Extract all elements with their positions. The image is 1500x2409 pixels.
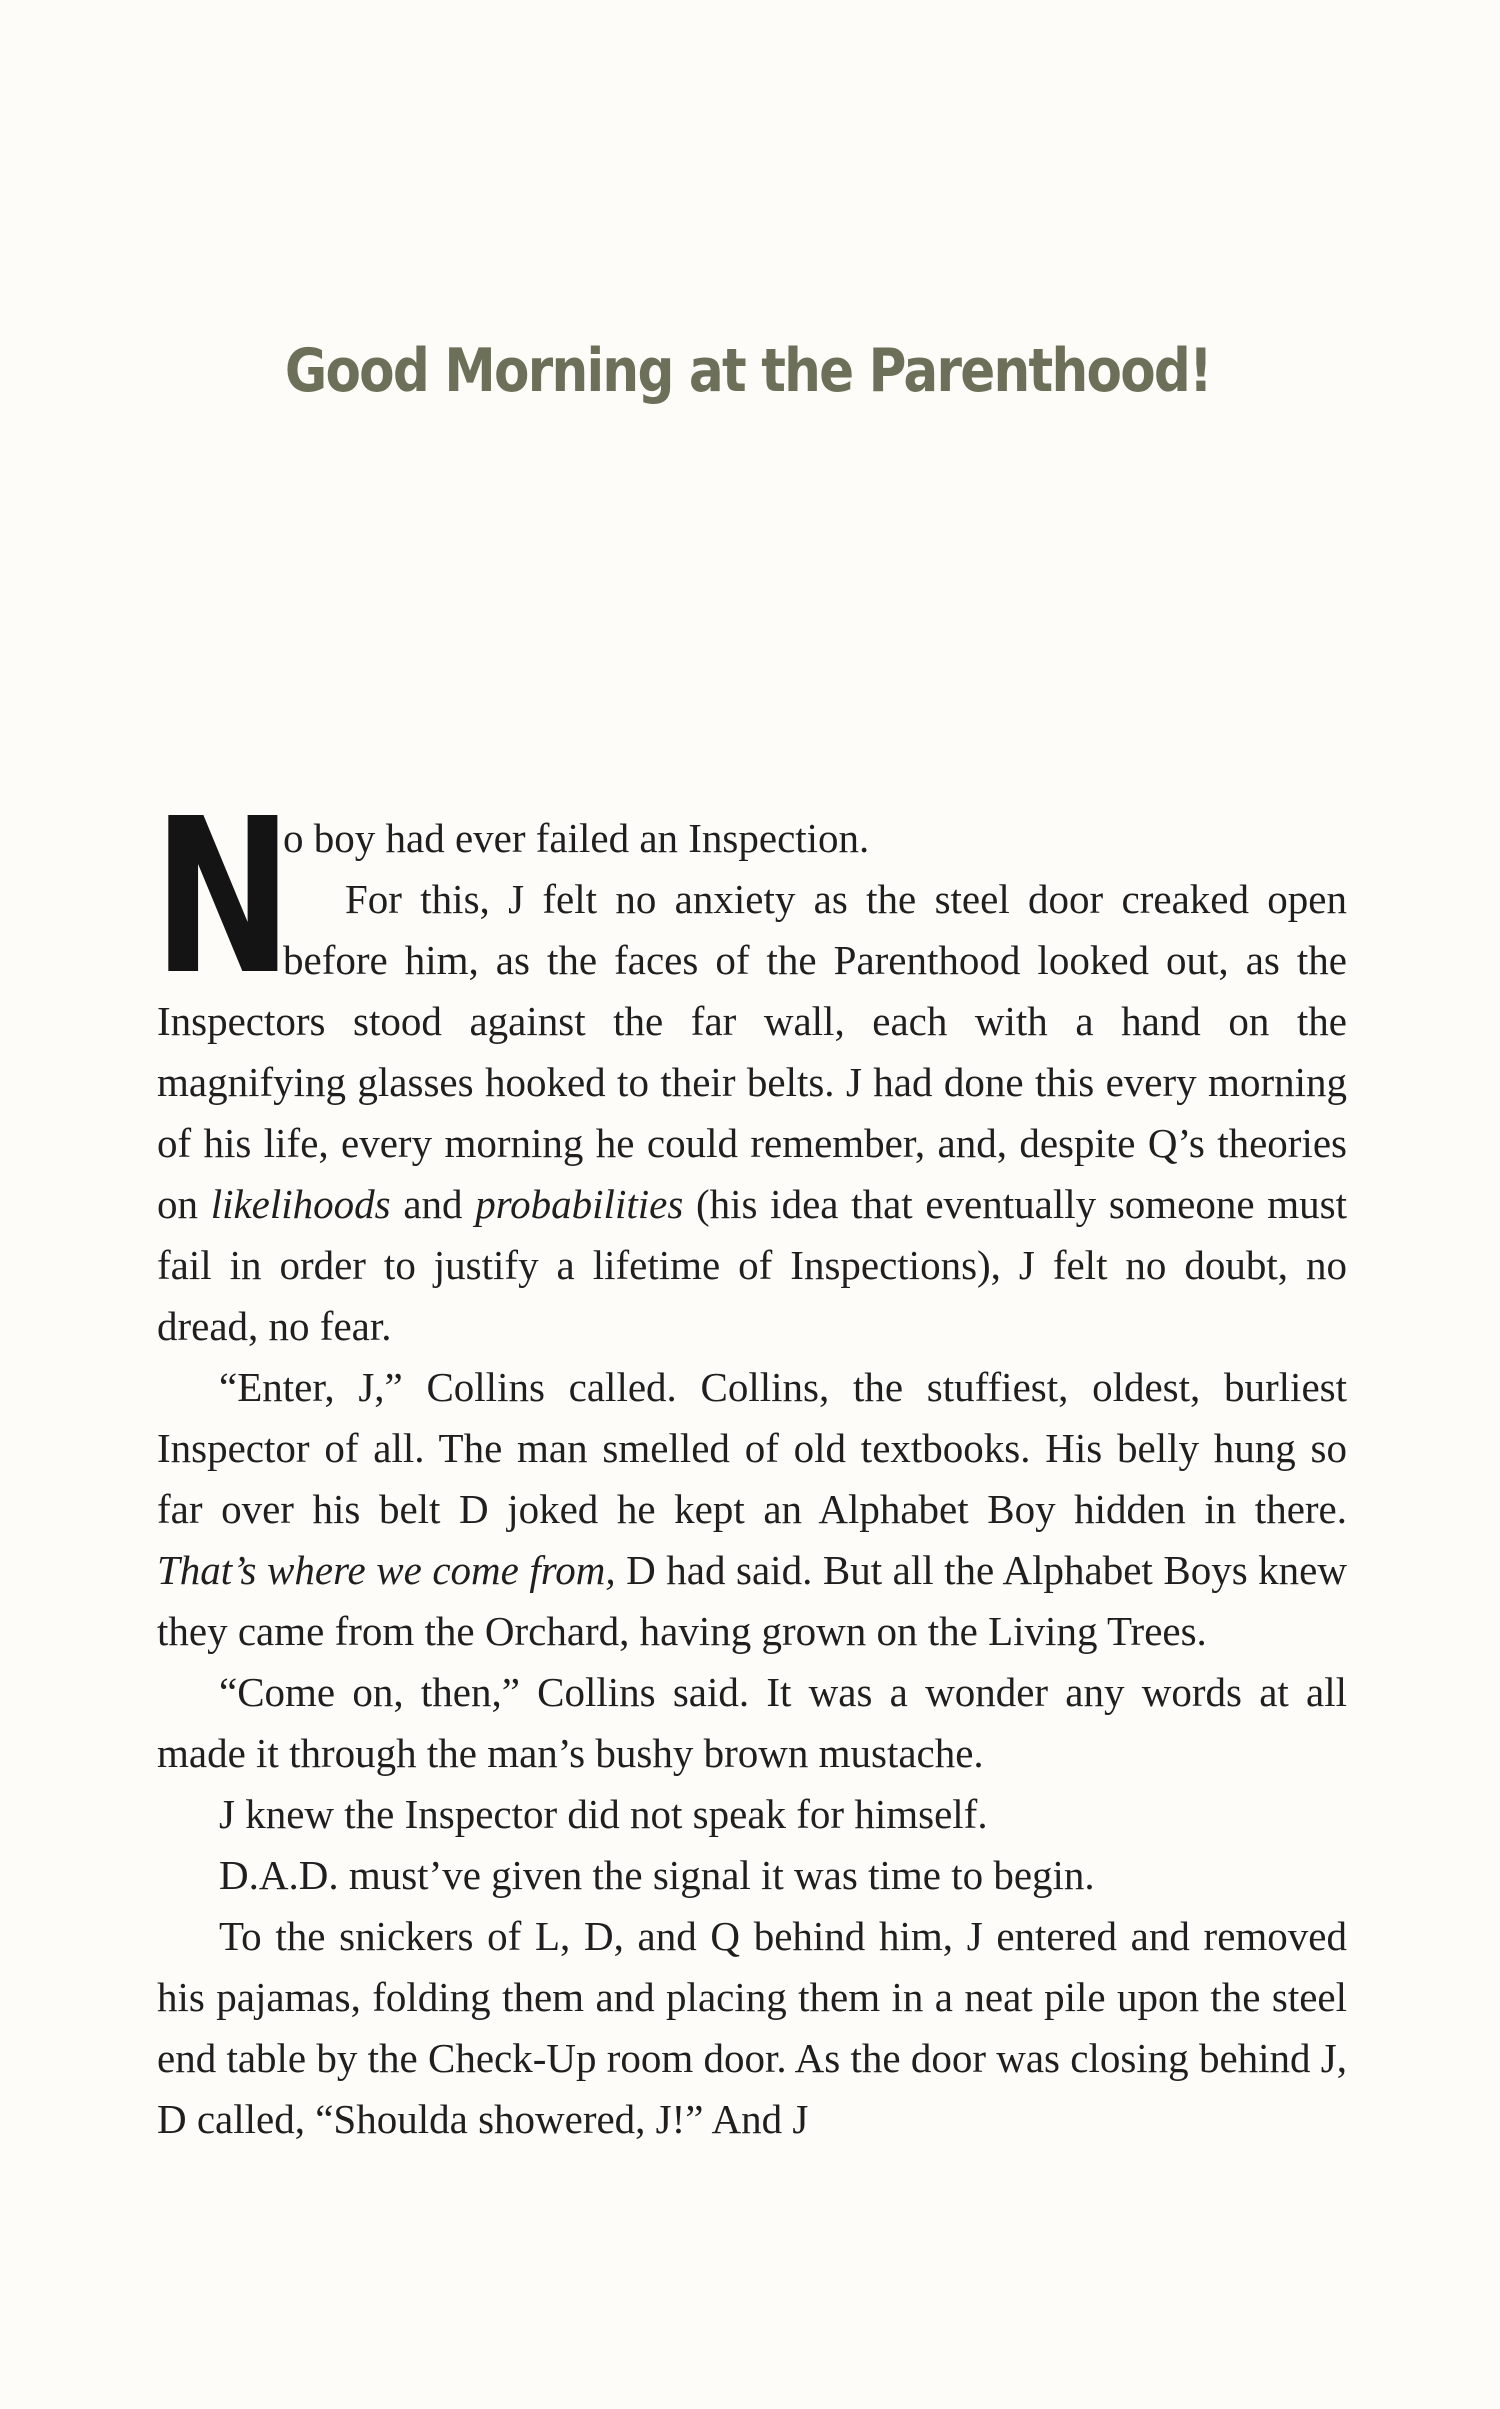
italic-likelihoods: likelihoods	[210, 1181, 391, 1227]
paragraph-2-text: For this, J felt no anxiety as the steel door creaked open before him, as the faces of the Parenthood looked out, as the Inspectors stood against the far wall, each with a hand on the magnifying glasses hooked to their belts. J had done this every morning of his life, every morning he could remember, and, despite Q’s theories on	[157, 876, 1347, 1227]
paragraph-1-text: o boy had ever failed an Inspection.	[283, 815, 870, 861]
italic-quote: That’s where we come from,	[157, 1547, 616, 1593]
paragraph-2	[157, 869, 1347, 1357]
paragraph-3	[157, 1357, 1347, 1662]
paragraph-4: “Come on, then,” Collins said. It was a wonder any words at all made it through the man’s bushy brown mustache.	[157, 1669, 1347, 1776]
chapter-title: Good Morning at the Parenthood!	[284, 336, 1211, 406]
italic-probabilities: probabilities	[475, 1181, 684, 1227]
paragraph-6: D.A.D. must’ve given the signal it was time to begin.	[219, 1852, 1095, 1898]
drop-cap: N	[153, 773, 293, 1022]
paragraph-3-end: D had said. But all the Alphabet Boys knew they came from the Orchard, having grown on the Living Trees.	[157, 1547, 1347, 1654]
paragraph-1	[153, 773, 1347, 1022]
chapter-body	[153, 773, 1348, 2150]
paragraph-3-text: “Enter, J,” Collins called. Collins, the stuffiest, oldest, burliest Inspector of all. The man smelled of old textbooks. His belly hung so far over his belt D joked he kept an Alphabet Boy hidden in there.	[157, 1364, 1347, 1532]
paragraph-2-joiner: and	[390, 1181, 476, 1227]
paragraph-5: J knew the Inspector did not speak for himself.	[219, 1791, 988, 1837]
paragraph-2-end: (his idea that eventually someone must fail in order to justify a lifetime of Inspections), J felt no doubt, no dread, no fear.	[157, 1181, 1348, 1349]
paragraph-7: To the snickers of L, D, and Q behind him, J entered and removed his pajamas, folding them and placing them in a neat pile upon the steel end table by the Check-Up room door. As the door was closing behind J, D called, “Shoulda showered, J!” And J	[157, 1913, 1347, 2142]
